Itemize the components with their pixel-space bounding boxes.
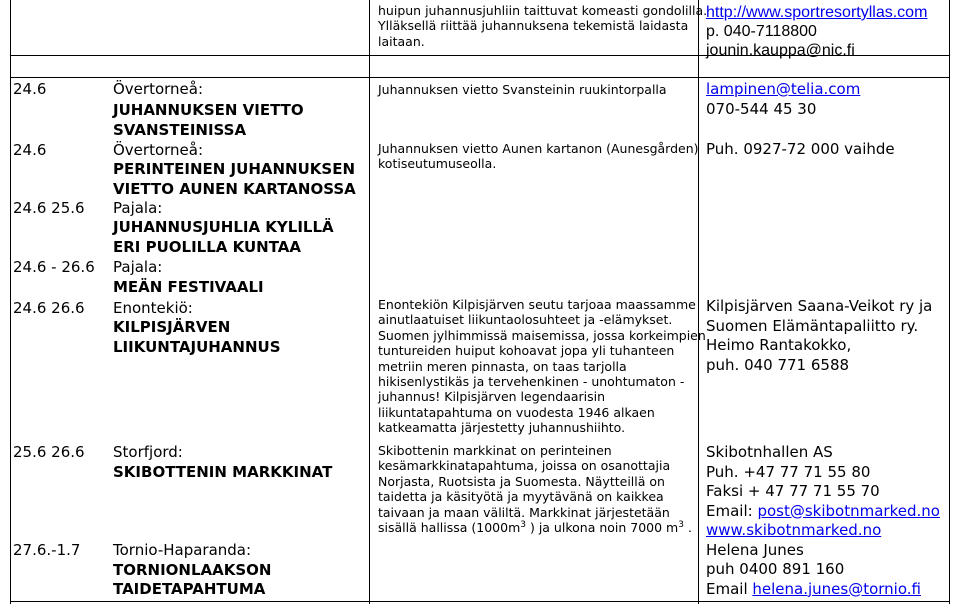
description-line: kesämarkkinatapahtuma, joissa on osanottajia [378,458,671,474]
contact-line: Heimo Rantakokko, [706,336,852,354]
event-title: SVANSTEINISSA [113,121,247,139]
description-line [378,520,692,535]
description-line: liikuntatapahtuma on vuodesta 1946 alkaen [378,404,655,420]
event-title: KILPISJÄRVEN [113,318,231,336]
table-row-divider [10,601,950,602]
contact-phone: 070-544 45 30 [706,100,817,118]
description-line: taivaan ja maan väliltä. Markkinat järjestetään [378,504,670,520]
event-description [378,141,699,172]
contact-line: Puh. +47 77 71 55 80 [706,462,871,481]
description-line: hikisenlystikäs ja tervehenkinen - unohtumaton - [378,374,685,390]
contact-email-link[interactable]: post@skibotnmarked.no [757,501,940,520]
event-contact [706,443,940,599]
event-description: Juhannuksen vietto Svansteinin ruukintorpalla [378,82,667,97]
description-line: tuntureiden huiput kohoavat jopa yli tuhanteen [378,343,675,359]
event-title: MEÄN FESTIVAALI [113,278,264,296]
contact-line: Kilpisjärven Saana-Veikot ry ja [706,297,933,315]
contact-line: puh 0400 891 160 [706,560,845,578]
event-contact [706,297,932,375]
event-title: JUHANNUSJUHLIA KYLILLÄ [113,218,334,236]
event-title: JUHANNUKSEN VIETTO [113,101,304,119]
event-date: 24.6 26.6 [13,299,85,317]
event-place: Pajala: [113,199,163,217]
event-date: 24.6 [13,141,47,159]
top-contact [706,3,927,60]
description-text: . [683,520,692,536]
email-label: Email [706,579,753,598]
event-date: 24.6 [13,80,47,98]
description-line: Ylläksellä riittää juhannuksena tekemistä laidasta [378,18,689,34]
email-label: Email: [706,501,758,520]
event-description [378,297,706,436]
event-title: ERI PUOLILLA KUNTAA [113,238,301,256]
website-link[interactable]: http://www.sportresortyllas.com [706,4,928,21]
description-line: Juhannuksen vietto Aunen kartanon (Aunesgården) [378,141,699,156]
event-description [378,443,692,535]
contact-email-link[interactable]: helena.junes@tornio.fi [752,579,921,598]
contact-line: puh. 040 771 6588 [706,355,850,374]
contact-email-link[interactable]: lampinen@telia.com [706,80,861,98]
event-title: TORNIONLAAKSON [113,561,272,579]
event-place: Enontekiö: [113,299,193,317]
description-text: ) ja ulkona noin 7000 m [526,520,679,536]
contact-phone: Puh. 0927-72 000 vaihde [706,140,895,158]
description-line: kotiseutumuseolla. [378,156,497,172]
event-title: LIIKUNTAJUHANNUS [113,338,281,356]
event-title: SKIBOTTENIN MARKKINAT [113,463,333,481]
event-date: 24.6 - 26.6 [13,258,95,276]
description-line: ainutlaatuiset liikuntaolosuhteet ja -elämykset. [378,312,673,328]
contact-line: Faksi + 47 77 71 55 70 [706,482,880,500]
contact-line: Suomen Elämäntapaliitto ry. [706,316,919,335]
description-line: juhannus! Kilpisjärven legendaarisin [378,389,606,405]
contact-line: Skibotnhallen AS [706,443,833,461]
table-border-col2 [369,0,370,604]
website-link[interactable]: www.skibotnmarked.no [706,521,882,539]
contact-phone: p. 040-7118800 [706,23,817,40]
description-line: Skibottenin markkinat on perinteinen [378,443,612,458]
event-place: Pajala: [113,258,163,276]
description-text: sisällä hallissa (1000m [378,520,521,536]
contact-line [706,580,940,600]
event-date: 24.6 25.6 [13,199,85,217]
contact-line [706,502,940,522]
description-line: Suomen jylhimmissä maisemissa, jossa korkeimpien [378,327,706,343]
description-line: huipun juhannusjuhliin taittuvat komeasti gondolilla. [378,3,708,18]
description-line: laitaan. [378,33,425,49]
description-line: taidetta ja käsityötä ja myytävänä on kaikkea [378,489,664,505]
event-place: Tornio-Haparanda: [113,541,252,559]
event-date: 25.6 26.6 [13,443,85,461]
event-place: Övertorneå: [113,80,204,98]
table-border-right [949,0,950,604]
description-line: Enontekiön Kilpisjärven seutu tarjoaa maassamme [378,297,696,312]
table-row-divider [10,77,950,78]
event-title: PERINTEINEN JUHANNUKSEN [113,160,355,178]
contact-line: Helena Junes [706,540,804,559]
event-place: Storfjord: [113,443,183,461]
contact-email: jounin.kauppa@nic.fi [706,42,855,59]
description-line: katkeamatta järjestetty juhannushiihto. [378,420,626,436]
description-line: Norjasta, Ruotsista ja Suomesta. Näytteillä on [378,473,665,489]
superscript: 3 [520,519,526,530]
event-title: TAIDETAPAHTUMA [113,580,266,598]
description-line: metriin meren pinnasta, on taas tarjolla [378,358,627,374]
table-border-left [10,0,11,604]
top-description [378,3,707,49]
event-place: Övertorneå: [113,141,204,159]
event-title: VIETTO AUNEN KARTANOSSA [113,180,356,198]
superscript: 3 [678,519,684,530]
event-date: 27.6.-1.7 [13,541,81,559]
